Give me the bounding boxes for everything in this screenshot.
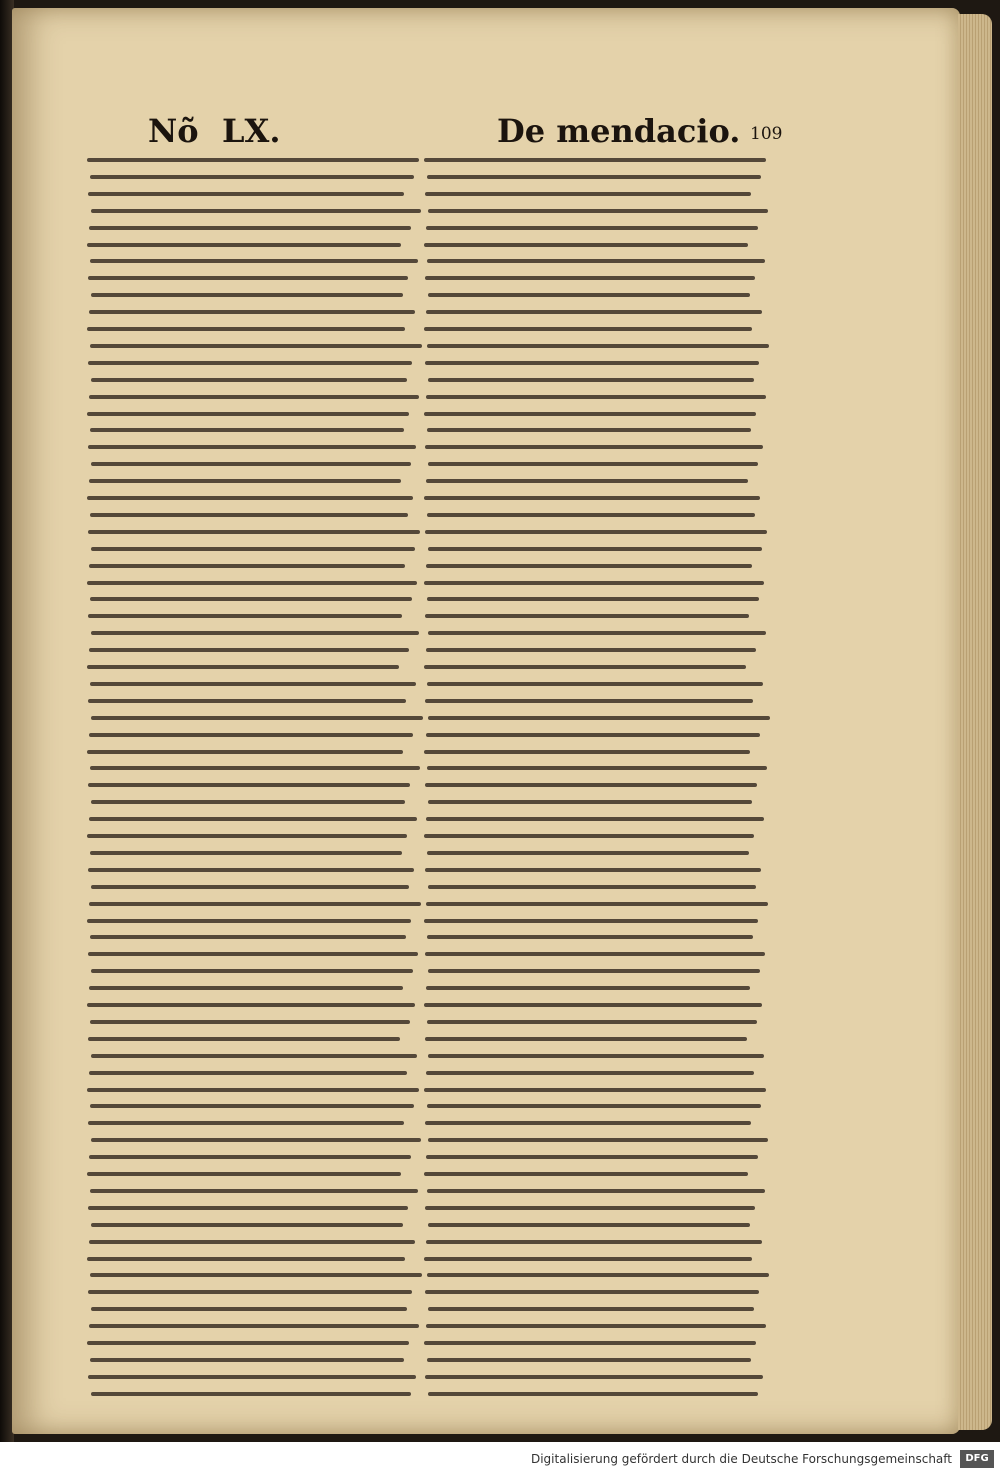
text-line [426, 733, 760, 737]
text-line [87, 665, 399, 669]
text-line [89, 564, 405, 568]
text-line [424, 750, 750, 754]
text-line [428, 378, 754, 382]
text-line [427, 1020, 757, 1024]
text-line [91, 885, 409, 889]
text-line [89, 479, 401, 483]
text-line [424, 1257, 752, 1261]
text-line [87, 919, 411, 923]
text-line [89, 395, 419, 399]
text-line [87, 1172, 401, 1176]
text-line [89, 902, 421, 906]
text-line [91, 716, 423, 720]
text-line [426, 1324, 766, 1328]
text-line [89, 817, 417, 821]
text-line [428, 1307, 754, 1311]
text-line [427, 851, 749, 855]
text-line [427, 1189, 765, 1193]
text-line [425, 1206, 755, 1210]
text-line [87, 496, 413, 500]
text-line [90, 1104, 414, 1108]
text-line [88, 699, 406, 703]
text-line [427, 428, 751, 432]
text-line [88, 192, 404, 196]
text-line [87, 581, 417, 585]
text-line [428, 631, 766, 635]
text-line [427, 1104, 761, 1108]
text-line [424, 581, 764, 585]
text-line [427, 175, 761, 179]
text-line [424, 158, 766, 162]
text-line [88, 1206, 408, 1210]
text-line [425, 1037, 747, 1041]
text-line [89, 986, 403, 990]
text-line [428, 547, 762, 551]
text-line [427, 344, 769, 348]
text-line [88, 783, 410, 787]
text-line [424, 1172, 748, 1176]
text-line [426, 986, 750, 990]
text-line [88, 1037, 400, 1041]
text-line [90, 1189, 418, 1193]
text-line [425, 783, 757, 787]
text-line [88, 530, 420, 534]
text-line [425, 361, 759, 365]
text-line [90, 259, 418, 263]
text-line [88, 868, 414, 872]
text-line [426, 564, 752, 568]
text-line [425, 1121, 751, 1125]
text-line [88, 1121, 404, 1125]
text-line [90, 428, 404, 432]
text-line [89, 226, 411, 230]
text-line [428, 800, 752, 804]
text-line [90, 344, 422, 348]
text-line [88, 952, 418, 956]
text-line [91, 378, 407, 382]
text-line [424, 665, 746, 669]
text-line [87, 1341, 409, 1345]
footer-bar [0, 1442, 1000, 1477]
text-line [89, 1071, 407, 1075]
text-line [427, 766, 767, 770]
text-line [90, 597, 412, 601]
page-edges [958, 14, 992, 1430]
text-line [91, 547, 415, 551]
text-line [428, 293, 750, 297]
text-line [91, 1138, 421, 1142]
text-line [426, 648, 756, 652]
text-line [428, 1223, 750, 1227]
text-line [88, 361, 412, 365]
text-line [426, 817, 764, 821]
text-line [91, 293, 403, 297]
text-line [87, 834, 407, 838]
text-line [427, 259, 765, 263]
text-line [428, 1392, 758, 1396]
text-line [426, 902, 768, 906]
text-line [428, 209, 768, 213]
text-line [90, 1020, 410, 1024]
text-line [425, 868, 761, 872]
text-line [91, 209, 421, 213]
text-line [424, 834, 754, 838]
text-line [88, 445, 416, 449]
text-line [425, 614, 749, 618]
text-line [90, 851, 402, 855]
text-line [427, 682, 763, 686]
text-line [425, 1375, 763, 1379]
text-line [89, 1240, 415, 1244]
text-line [425, 192, 751, 196]
text-line [427, 513, 755, 517]
text-line [87, 1257, 405, 1261]
text-line [424, 496, 760, 500]
text-line [425, 1290, 759, 1294]
text-line [91, 1223, 403, 1227]
text-line [424, 412, 756, 416]
text-line [425, 445, 763, 449]
text-line [426, 395, 766, 399]
text-line [87, 412, 409, 416]
text-line [424, 1088, 766, 1092]
text-line [91, 800, 405, 804]
text-line [427, 1273, 769, 1277]
text-line [89, 1155, 411, 1159]
text-line [428, 885, 756, 889]
text-line [89, 648, 409, 652]
dfg-logo: DFG [960, 1450, 994, 1468]
text-line [426, 1071, 754, 1075]
text-line [424, 919, 758, 923]
header-right: De mendacio. [497, 112, 741, 150]
text-line [87, 158, 419, 162]
text-line [90, 513, 408, 517]
text-line [428, 1054, 764, 1058]
header-left: Nõ [148, 112, 199, 150]
page-sheet [12, 8, 960, 1434]
text-line [88, 276, 408, 280]
text-line [426, 1240, 762, 1244]
text-line [426, 1155, 758, 1159]
text-line [424, 243, 748, 247]
text-line [426, 310, 762, 314]
text-line [87, 1088, 419, 1092]
text-line [88, 1375, 416, 1379]
text-line [88, 614, 402, 618]
text-line [91, 1054, 417, 1058]
text-line [90, 935, 406, 939]
text-line [425, 699, 753, 703]
text-line [428, 969, 760, 973]
text-line [89, 310, 415, 314]
text-line [427, 597, 759, 601]
text-line [91, 1307, 407, 1311]
text-line [90, 766, 420, 770]
text-line [89, 1324, 419, 1328]
footer-credit: Digitalisierung gefördert durch die Deutsche Forschungsgemeinschaft [530, 1452, 952, 1466]
header-center: LX. [222, 112, 281, 150]
text-line [87, 1003, 415, 1007]
text-line [424, 1003, 762, 1007]
text-line [425, 530, 767, 534]
text-line [428, 716, 770, 720]
text-line [426, 479, 748, 483]
text-line [426, 226, 758, 230]
text-line [91, 969, 413, 973]
text-line [425, 952, 765, 956]
text-line [424, 1341, 756, 1345]
text-line [88, 1290, 412, 1294]
text-line [91, 1392, 411, 1396]
text-line [89, 733, 413, 737]
text-line [87, 750, 403, 754]
text-line [90, 682, 416, 686]
text-line [427, 935, 753, 939]
text-line [87, 327, 405, 331]
text-line [87, 243, 401, 247]
text-line [91, 631, 419, 635]
text-line [428, 1138, 768, 1142]
folio-number: 109 [750, 124, 783, 144]
text-line [90, 175, 414, 179]
text-line [90, 1273, 422, 1277]
text-line [90, 1358, 404, 1362]
text-line [91, 462, 411, 466]
text-line [428, 462, 758, 466]
text-line [424, 327, 752, 331]
text-line [425, 276, 755, 280]
text-line [427, 1358, 751, 1362]
